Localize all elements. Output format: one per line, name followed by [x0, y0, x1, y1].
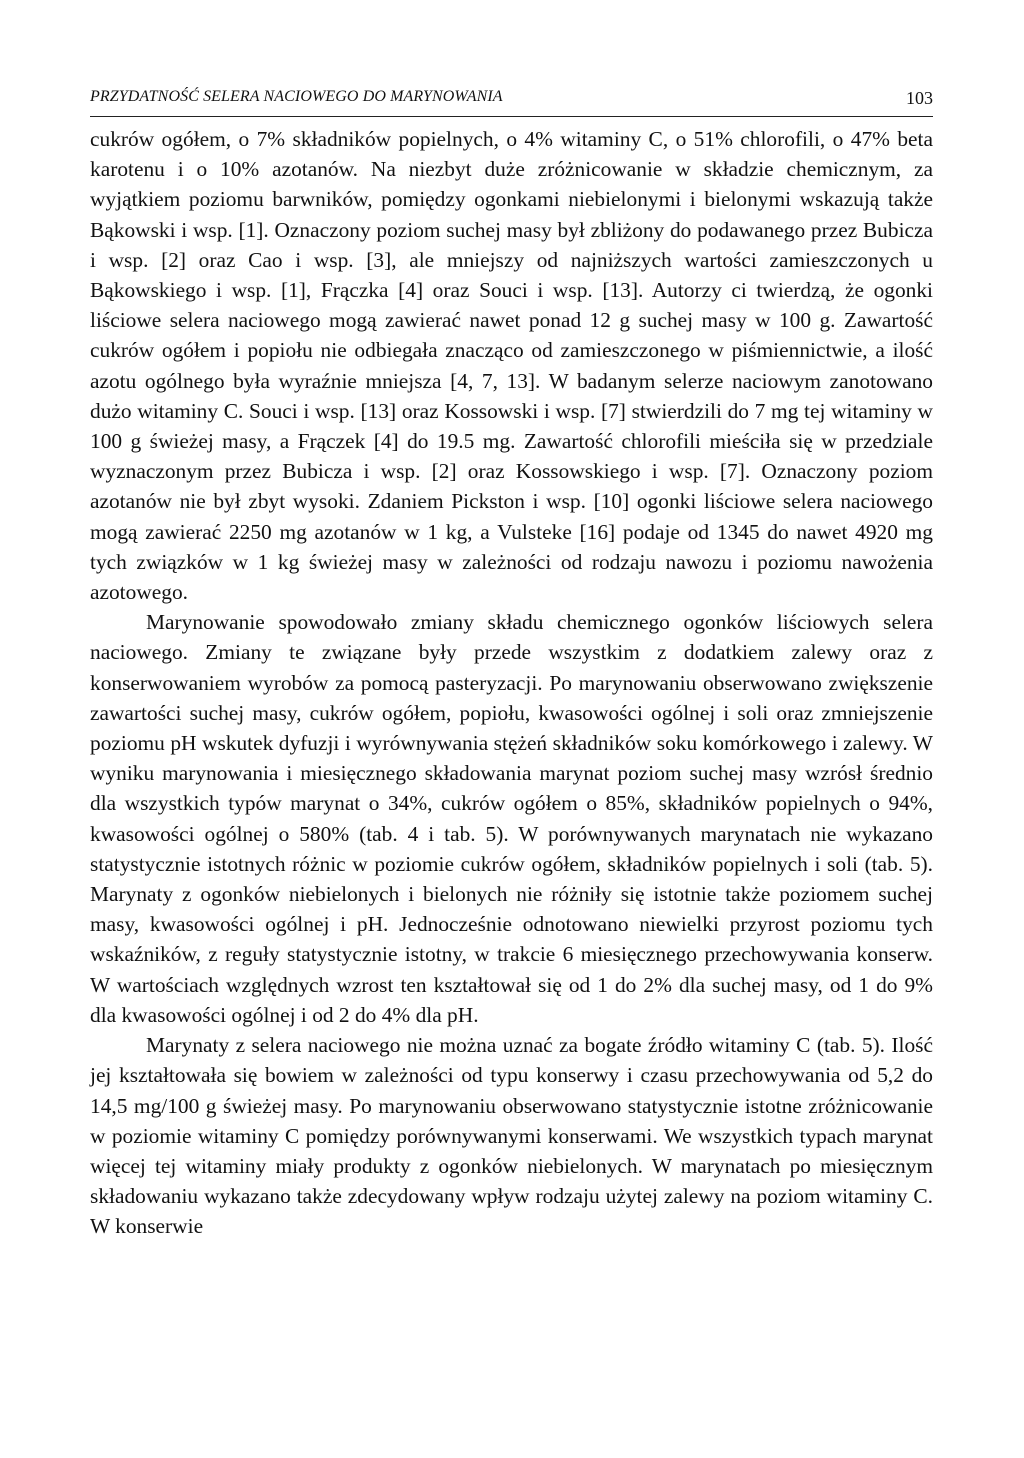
- paragraph-vitamin-c: Marynaty z selera naciowego nie można uznać za bogate źródło witaminy C (tab. 5). Ilość jej kształtowała się bowiem w zależności od typu konserwy i czasu przechowywania od 5,2 do 14,5 mg/100 g świeżej masy. Po marynowaniu obserwowano statystycznie istotne zróżnicowanie w poziomie witaminy C pomiędzy porównywanymi konserwami. We wszystkich typach marynat więcej tej witaminy miały produkty z ogonków niebielonych. W marynatach po miesięcznym składowaniu wykazano także zdecydowany wpływ rodzaju użytej zalewy na poziom witaminy C. W konserwie: [90, 1033, 933, 1239]
- page-header: [90, 86, 933, 117]
- body-text: [90, 124, 933, 1242]
- running-title: PRZYDATNOŚĆ SELERA NACIOWEGO DO MARYNOWANIA: [90, 88, 503, 105]
- paragraph-continued: cukrów ogółem, o 7% składników popielnych, o 4% witaminy C, o 51% chlorofili, o 47% beta karotenu i o 10% azotanów. Na niezbyt duże zróżnicowanie w składzie chemicznym, za wyjątkiem poziomu barwników, pomiędzy ogonkami niebielonymi i bielonymi wskazują także Bąkowski i wsp. [1]. Oznaczony poziom suchej masy był zbliżony do podawanego przez Bubicza i wsp. [2] oraz Cao i wsp. [3], ale mniejszy od najniższych wartości zamieszczonych u Bąkowskiego i wsp. [1], Frączka [4] oraz Souci i wsp. [13]. Autorzy ci twierdzą, że ogonki liściowe selera naciowego mogą zawierać nawet ponad 12 g suchej masy w 100 g. Zawartość cukrów ogółem i popiołu nie odbiegała znacząco od zamieszczonego w piśmiennictwie, a ilość azotu ogólnego była wyraźnie mniejsza [4, 7, 13]. W badanym selerze naciowym zanotowano dużo witaminy C. Souci i wsp. [13] oraz Kossowski i wsp. [7] stwierdzili do 7 mg tej witaminy w 100 g świeżej masy, a Frączek [4] do 19.5 mg. Zawartość chlorofili mieściła się w przedziale wyznaczonym przez Bubicza i wsp. [2] oraz Kossowskiego i wsp. [7]. Oznaczony poziom azotanów nie był zbyt wysoki. Zdaniem Pickston i wsp. [10] ogonki liściowe selera naciowego mogą zawierać 2250 mg azotanów w 1 kg, a Vulsteke [16] podaje od 1345 do nawet 4920 mg tych związków w 1 kg świeżej masy w zależności od rodzaju nawozu i poziomu nawożenia azotowego.: [90, 127, 933, 605]
- paragraph-marinating: Marynowanie spowodowało zmiany składu chemicznego ogonków liściowych selera naciowego. Zmiany te związane były przede wszystkim z dodatkiem zalewy oraz z konserwowaniem wyrobów za pomocą pasteryzacji. Po marynowaniu obserwowano zwiększenie zawartości suchej masy, cukrów ogółem, popiołu, kwasowości ogólnej i soli oraz zmniejszenie poziomu pH wskutek dyfuzji i wyrównywania stężeń składników soku komórkowego i zalewy. W wyniku marynowania i miesięcznego składowania marynat poziom suchej masy wzrósł średnio dla wszystkich typów marynat o 34%, cukrów ogółem o 85%, składników popielnych o 94%, kwasowości ogólnej o 580% (tab. 4 i tab. 5). W porównywanych marynatach nie wykazano statystycznie istotnych różnic w poziomie cukrów ogółem, składników popielnych i soli (tab. 5). Marynaty z ogonków niebielonych i bielonych nie różniły się istotnie także poziomem suchej masy, kwasowości ogólnej i pH. Jednocześnie odnotowano niewielki przyrost poziomu tych wskaźników, z reguły statystycznie istotny, w trakcie 6 miesięcznego przechowywania konserw. W wartościach względnych wzrost ten kształtował się od 1 do 2% dla suchej masy, od 1 do 9% dla kwasowości ogólnej i od 2 do 4% dla pH.: [90, 610, 933, 1027]
- page-number: 103: [906, 88, 933, 108]
